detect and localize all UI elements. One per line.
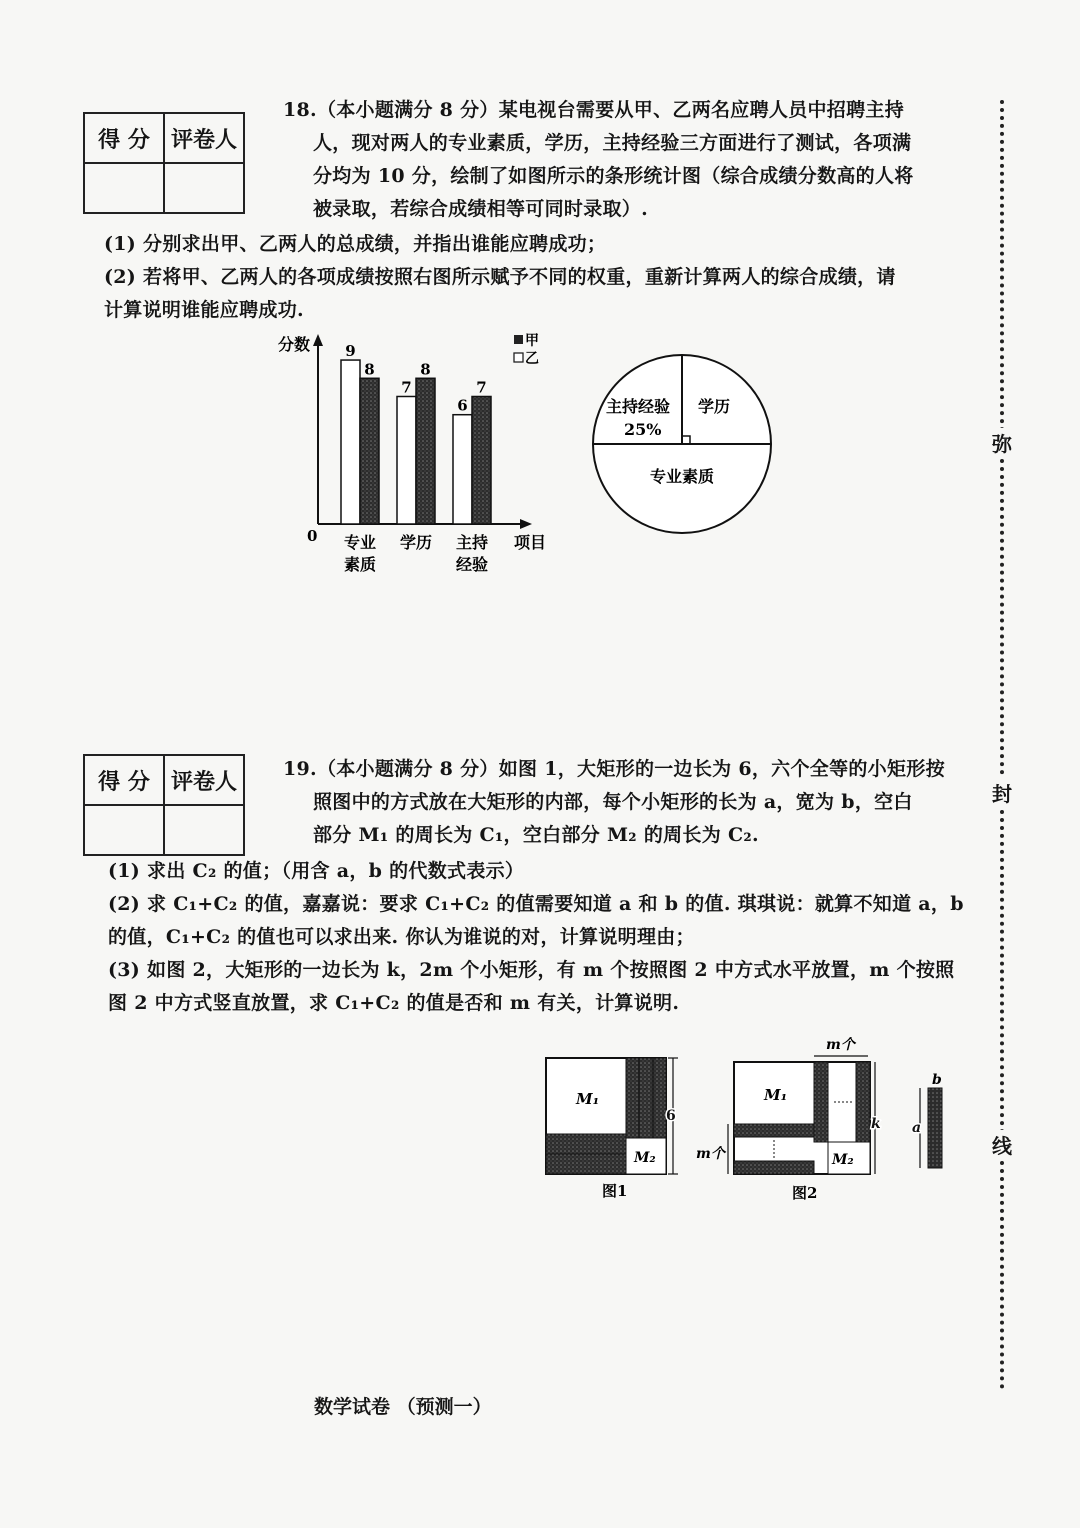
q18-stem [283, 94, 963, 226]
binding-dotted-line [1000, 100, 1004, 1390]
category-label: 经验 [455, 555, 489, 574]
q18-part-1: (1) 分别求出甲、乙两人的总成绩，并指出谁能应聘成功； [104, 233, 607, 255]
figure-2-caption: 图2 [792, 1184, 818, 1202]
a-label: a [912, 1120, 922, 1136]
side-length-label: 6 [666, 1108, 676, 1124]
small-rect [546, 1154, 626, 1174]
legend-swatch-yi [514, 353, 523, 362]
q18-parts [104, 228, 964, 327]
grader-header: 评卷人 [164, 113, 244, 163]
small-rect [928, 1088, 942, 1168]
q18-part-2-cont: 计算说明谁能应聘成功. [104, 299, 304, 321]
q19-line-3: 部分 M₁ 的周长为 C₁，空白部分 M₂ 的周长为 C₂. [313, 824, 759, 846]
bar-甲-1 [416, 378, 435, 524]
bar-乙-1 [397, 396, 416, 524]
left-count-label: m个 [696, 1146, 725, 1162]
small-rect [626, 1058, 639, 1138]
q18-score-table [83, 112, 245, 214]
small-rectangle-figure [908, 1068, 958, 1178]
bar-chart [270, 328, 580, 588]
bar-甲-2 [472, 396, 491, 524]
small-rect [734, 1161, 814, 1174]
y-axis-label: 分数 [278, 335, 311, 354]
bar-value-label: 9 [345, 342, 356, 361]
bar-value-label: 7 [401, 378, 412, 397]
q18-line-3: 分均为 10 分，绘制了如图所示的条形统计图（综合成绩分数高的人将 [313, 165, 914, 187]
q18-line-1: 18.（本小题满分 8 分）某电视台需要从甲、乙两名应聘人员中招聘主持 [283, 99, 905, 121]
pie-chart [588, 350, 778, 540]
legend-label-yi: 乙 [525, 351, 539, 367]
m1-label: M₁ [764, 1086, 788, 1104]
bar-value-label: 6 [457, 396, 468, 415]
k-label: k [871, 1116, 881, 1132]
small-rect [546, 1134, 626, 1154]
bar-乙-0 [341, 360, 360, 524]
category-label: 主持 [455, 533, 489, 552]
y-axis-arrow [313, 334, 323, 346]
score-cell [84, 163, 164, 213]
slice-label-prof: 专业素质 [650, 467, 715, 486]
figure-2 [694, 1032, 894, 1212]
slice-annotation-host: 25% [624, 420, 662, 439]
figure-1 [540, 1050, 690, 1210]
m1-label: M₁ [576, 1090, 600, 1108]
q19-part-2-cont: 的值，C₁+C₂ 的值也可以求出来. 你认为谁说的对，计算说明理由； [108, 926, 695, 948]
origin-label: 0 [307, 527, 318, 545]
q19-line-1: 19.（本小题满分 8 分）如图 1，大矩形的一边长为 6，六个全等的小矩形按 [283, 758, 945, 780]
grader-cell [164, 805, 244, 855]
b-label: b [932, 1072, 942, 1088]
category-label: 素质 [343, 555, 377, 574]
figure-1-caption: 图1 [602, 1182, 628, 1200]
bar-甲-0 [360, 378, 379, 524]
category-label: 专业 [343, 533, 377, 552]
x-axis-arrow [520, 519, 532, 529]
q18-line-4: 被录取，若综合成绩相等可同时录取）. [313, 198, 649, 220]
q19-part-3: (3) 如图 2，大矩形的一边长为 k，2m 个小矩形，有 m 个按照图 2 中方式水平放置，m 个按照 [108, 959, 955, 981]
q19-part-3-cont: 图 2 中方式竖直放置，求 C₁+C₂ 的值是否和 m 有关，计算说明. [108, 992, 680, 1014]
grader-header: 评卷人 [164, 755, 244, 805]
small-rect [856, 1062, 870, 1142]
binding-char-3: 线 [988, 1130, 1016, 1159]
legend-swatch-jia [514, 335, 523, 344]
q19-part-2: (2) 求 C₁+C₂ 的值，嘉嘉说：要求 C₁+C₂ 的值需要知道 a 和 b 的值. 琪琪说：就算不知道 a，b [108, 893, 964, 915]
small-rect [734, 1124, 814, 1137]
slice-label-edu: 学历 [698, 397, 731, 416]
binding-char-1: 弥 [988, 428, 1016, 457]
q19-score-table [83, 754, 245, 856]
bar-value-label: 8 [364, 360, 375, 379]
q18-part-2: (2) 若将甲、乙两人的各项成绩按照右图所示赋予不同的权重，重新计算两人的综合成绩，请 [104, 266, 896, 288]
small-rect [814, 1062, 828, 1142]
score-header: 得 分 [84, 755, 164, 805]
q19-line-2: 照图中的方式放在大矩形的内部，每个小矩形的长为 a，宽为 b，空白 [313, 791, 913, 813]
category-label: 学历 [399, 533, 433, 552]
small-rect [653, 1058, 666, 1138]
q19-stem [283, 753, 963, 852]
slice-label-host: 主持经验 [606, 397, 671, 416]
x-axis-label: 项目 [514, 533, 547, 552]
m2-label: M₂ [634, 1150, 656, 1166]
grader-cell [164, 163, 244, 213]
legend-label-jia: 甲 [525, 333, 539, 349]
binding-char-2: 封 [988, 778, 1016, 807]
bar-乙-2 [453, 415, 472, 524]
m2-label: M₂ [832, 1152, 854, 1168]
top-count-label: m个 [826, 1037, 855, 1053]
q19-parts [108, 855, 968, 1020]
score-header: 得 分 [84, 113, 164, 163]
score-cell [84, 805, 164, 855]
bar-value-label: 8 [420, 360, 431, 379]
q19-part-1: (1) 求出 C₂ 的值；（用含 a，b 的代数式表示） [108, 860, 525, 882]
bar-value-label: 7 [476, 378, 487, 397]
q18-line-2: 人，现对两人的专业素质，学历，主持经验三方面进行了测试，各项满 [313, 132, 912, 154]
footer-title: 数学试卷 （预测一） [314, 1396, 492, 1418]
small-rect [639, 1058, 653, 1138]
